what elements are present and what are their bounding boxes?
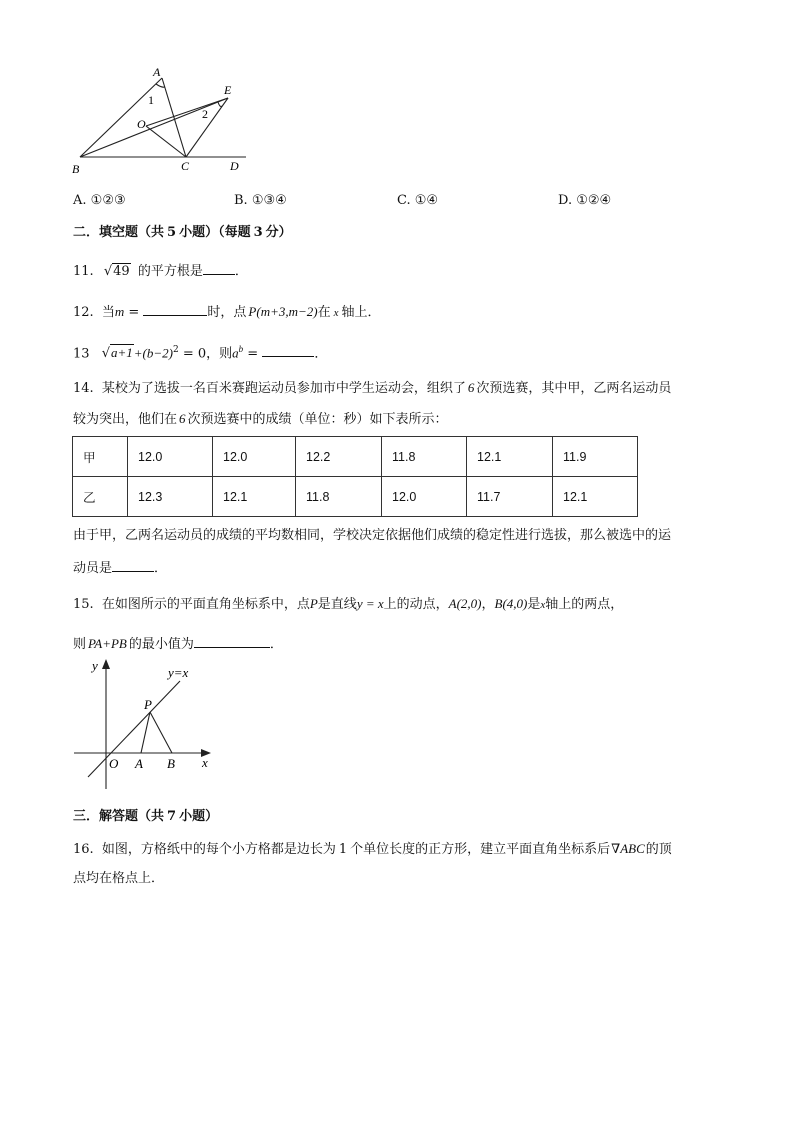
label-O: O [137, 117, 146, 131]
row-label-yi: 乙 [73, 477, 128, 517]
table-cell: 12.1 [213, 477, 296, 517]
choice-a[interactable] [73, 192, 126, 210]
table-cell: 12.0 [128, 437, 213, 477]
choice-a-letter: A. [73, 193, 87, 208]
label-O: O [109, 756, 119, 771]
table-cell: 12.1 [467, 437, 553, 477]
q16-number: 16. [73, 842, 94, 857]
q11-answer-blank[interactable] [203, 260, 235, 275]
question-14-line-1: 14. 某校为了选拔一名百米赛跑运动员参加市中学生运动会，组织了 6 次预选赛，其中甲，乙两名运动员 [73, 380, 672, 396]
line-AC [162, 78, 186, 157]
label-line: y=x [168, 665, 189, 680]
label-y: y [92, 658, 98, 673]
table-cell: 12.2 [296, 437, 382, 477]
table-cell: 12.0 [382, 477, 467, 517]
choice-b-letter: B. [234, 193, 248, 208]
triangle-figure [66, 62, 250, 180]
q13-answer-blank[interactable] [262, 342, 314, 357]
q13-number: 13 [73, 346, 90, 362]
label-P: P [144, 697, 152, 712]
label-A: A [135, 756, 143, 771]
coordinate-figure [66, 655, 226, 795]
q15-number: 15. [73, 597, 94, 612]
q11-number: 11. [73, 264, 94, 279]
table-cell: 11.8 [296, 477, 382, 517]
section-2-heading: 二．填空题（共 5 小题）（每题 3 分） [73, 225, 292, 240]
table-row [73, 437, 638, 477]
q13-sqrt: √a+1 [101, 345, 133, 362]
label-A: A [153, 65, 161, 79]
q14-number: 14. [73, 381, 94, 396]
table-cell: 11.8 [382, 437, 467, 477]
question-16-line-1: 16. 如图，方格纸中的每个小方格都是边长为 1 个单位长度的正方形，建立平面直角坐标系后∇ABC的顶 [73, 841, 672, 857]
choice-b-text: ①③④ [251, 193, 287, 208]
y-axis-arrow-icon [102, 659, 110, 669]
table-cell: 12.0 [213, 437, 296, 477]
label-D: D [230, 159, 239, 173]
line-BA [80, 78, 162, 157]
question-11: 11. √49 的平方根是 ． [73, 260, 248, 281]
line-OC [146, 126, 186, 157]
table-cell: 12.3 [128, 477, 213, 517]
scores-table [72, 436, 638, 517]
table-cell: 12.1 [553, 477, 638, 517]
q12-answer-blank[interactable] [143, 301, 207, 316]
row-label-jia: 甲 [73, 437, 128, 477]
q11-sqrt: √49 [103, 264, 130, 279]
question-16-line-2: 点均在格点上． [73, 871, 165, 886]
q12-number: 12. [73, 305, 94, 320]
question-12: 12. 当m = 时，点 P(m+3,m−2)在 x 轴上． [73, 301, 381, 322]
question-14-line-2: 较为突出，他们在 6 次预选赛中的成绩（单位：秒）如下表所示： [73, 411, 448, 427]
choice-a-text: ①②③ [90, 193, 126, 208]
table-row [73, 477, 638, 517]
choice-c-text: ①④ [414, 193, 439, 208]
label-angle-2: 2 [202, 107, 208, 121]
label-angle-1: 1 [148, 93, 154, 107]
q15-answer-blank[interactable] [194, 633, 270, 648]
table-cell: 11.7 [467, 477, 553, 517]
section-3-heading: 三．解答题（共 7 小题） [73, 809, 219, 824]
line-OE [146, 98, 228, 126]
question-14-line-3: 由于甲，乙两名运动员的成绩的平均数相同，学校决定依据他们成绩的稳定性进行选拔，那么被选中的运 [73, 528, 672, 543]
question-14-line-4: 动员是 ． [73, 557, 167, 578]
label-C: C [181, 159, 190, 173]
table-cell: 11.9 [553, 437, 638, 477]
question-13: 13 $√a+1+(b-2)^2 = 0$，则$a^b$ = ． [73, 344, 328, 362]
question-15-line-1: 15. 在如图所示的平面直角坐标系中，点P是直线y = x上的动点，A(2,0)，B(4,0)是x轴上的两点， [73, 596, 624, 612]
choice-d-letter: D. [558, 193, 573, 208]
choice-d[interactable] [558, 192, 611, 210]
choice-c-letter: C. [397, 193, 411, 208]
label-B: B [72, 162, 80, 176]
q14-answer-blank[interactable] [112, 557, 154, 572]
segment-PB [150, 712, 172, 753]
label-x: x [202, 755, 208, 770]
label-E: E [224, 83, 232, 97]
choice-d-text: ①②④ [576, 193, 612, 208]
label-B: B [167, 756, 175, 771]
angle-2-arc [218, 102, 222, 107]
choice-c[interactable] [397, 192, 438, 210]
segment-PA [141, 712, 150, 753]
choice-b[interactable] [234, 192, 287, 210]
question-15-line-2: 则 PA+PB 的最小值为 ． [73, 633, 283, 654]
